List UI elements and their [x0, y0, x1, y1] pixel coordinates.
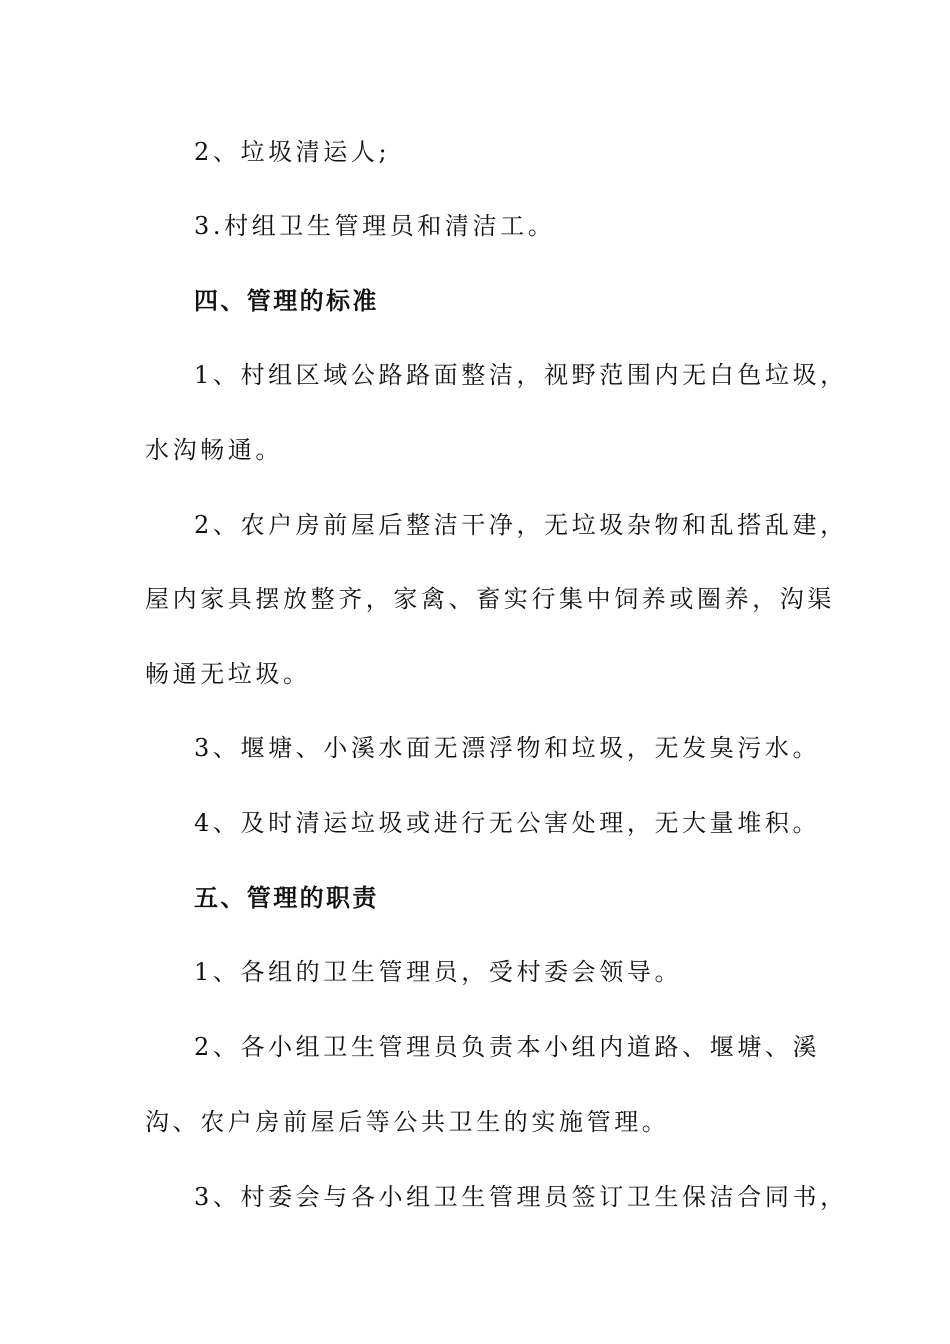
paragraph-line: 4、及时清运垃圾或进行无公害处理，无大量堆积。	[194, 809, 821, 837]
section-heading: 五、管理的职责	[194, 884, 379, 912]
section-heading: 四、管理的标准	[194, 287, 379, 315]
paragraph-line: 沟、农户房前屋后等公共卫生的实施管理。	[145, 1108, 670, 1136]
paragraph-line: 水沟畅通。	[145, 436, 283, 464]
paragraph-line: 1、村组区域公路路面整洁，视野范围内无白色垃圾，	[194, 361, 848, 389]
paragraph-line: 3、村委会与各小组卫生管理员签订卫生保洁合同书，	[194, 1183, 848, 1211]
paragraph-line: 屋内家具摆放整齐，家禽、畜实行集中饲养或圈养，沟渠	[145, 585, 835, 613]
paragraph-line: 2、各小组卫生管理员负责本小组内道路、堰塘、溪	[194, 1033, 821, 1061]
list-item: 3.村组卫生管理员和清洁工。	[194, 212, 556, 240]
list-item: 2、垃圾清运人;	[194, 138, 391, 166]
paragraph-line: 3、堰塘、小溪水面无漂浮物和垃圾，无发臭污水。	[194, 734, 821, 762]
paragraph-line: 2、农户房前屋后整洁干净，无垃圾杂物和乱搭乱建，	[194, 511, 848, 539]
paragraph-line: 畅通无垃圾。	[145, 660, 311, 688]
paragraph-line: 1、各组的卫生管理员，受村委会领导。	[194, 958, 683, 986]
